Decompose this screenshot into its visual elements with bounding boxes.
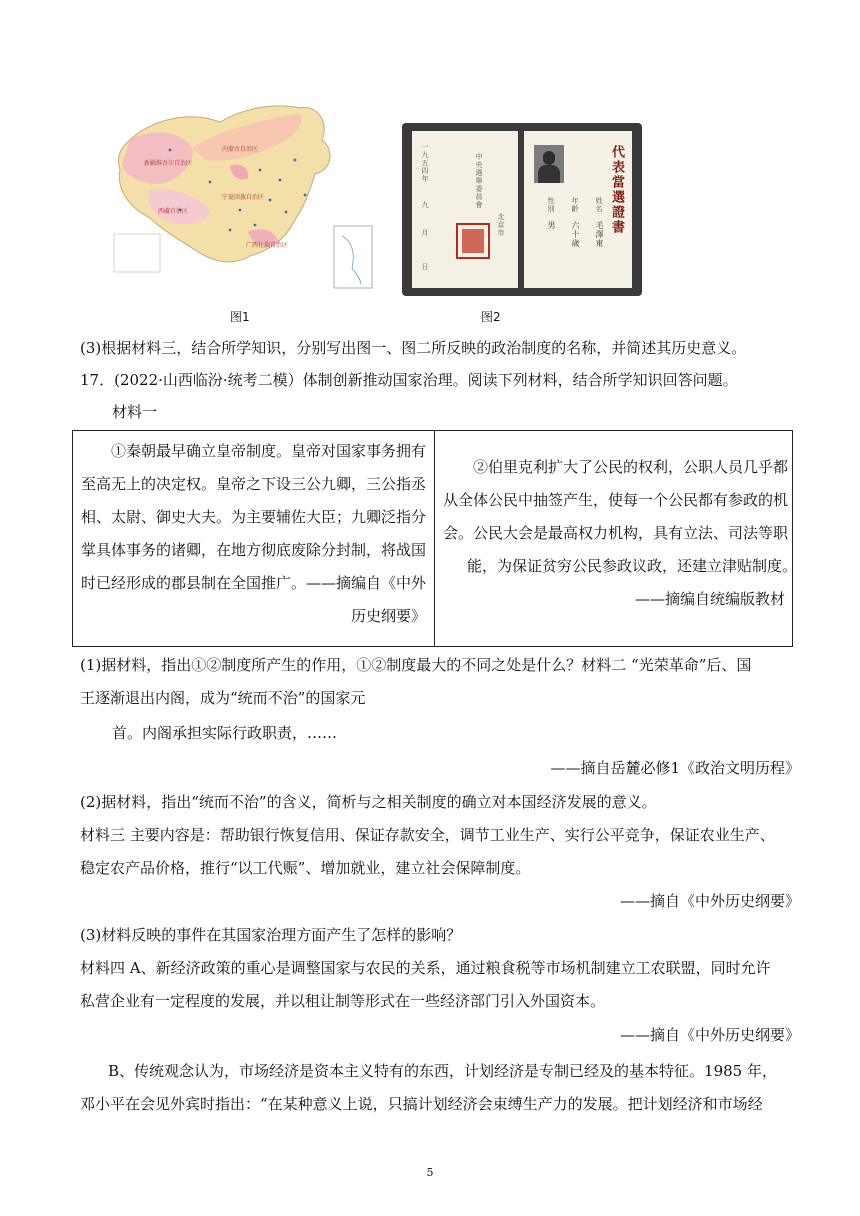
figure2-caption: 图2 [481,310,501,324]
representative-certificate-figure [402,123,642,296]
certificate-gender-value: 男 [547,221,556,230]
question-3-prompt: (3)根据材料三，结合所学知识，分别写出图一、图二所反映的政治制度的名称，并简述其历史意义。 [80,339,747,357]
certificate-district-text: 北京市 [497,213,505,237]
table-column-divider [434,431,435,646]
portrait-photo [534,145,564,183]
material-2-text: 王逐渐退出内阁，成为“统而不治”的国家元 [80,689,366,707]
certificate-day-unit: 日 [421,263,429,271]
table-cell-athens-line: 能，为保证贫穷公民参政议政，还建立津贴制度。 [467,557,798,575]
question-3b-prompt: (3)材料反映的事件在其国家治理方面产生了怎样的影响？ [80,926,462,944]
certificate-age-value: 六十歲 [571,221,580,248]
map-label-xizang: 西藏自治区 [158,208,189,215]
certificate-age-label: 年齡 [571,197,579,213]
question-1-prompt: (1)据材料，指出①②制度所产生的作用，①②制度最大的不同之处是什么？材料二 “光荣革命”后、国 [80,656,752,674]
map-label-neimenggu: 内蒙古自治区 [222,146,259,153]
material-3-text-continued: 稳定农产品价格，推行“以工代赈”、增加就业，建立社会保障制度。 [80,859,531,877]
question-2-prompt: (2)据材料，指出“统而不治”的含义，简析与之相关制度的确立对本国经济发展的意义。 [80,793,657,811]
map-label-ningxia: 宁夏回族自治区 [222,194,265,201]
material-4a-text-continued: 私营企业有一定程度的发展，并以租让制等形式在一些经济部门引入外国资本。 [80,992,606,1010]
map-label-xinjiang: 新疆维吾尔自治区 [144,160,193,167]
table-cell-athens [443,451,798,616]
figure1-caption: 图1 [230,310,250,324]
table-cell-qin-line: 掌具体事务的诸卿，在地方彻底废除分封制，将战国 [81,541,427,559]
certificate-issuer-text: 中央選舉委員會 [475,153,483,209]
table-cell-qin-line: ①秦朝最早确立皇帝制度。皇帝对国家事务拥有 [111,442,427,460]
table-cell-qin-line: 时已经形成的郡县制在全国推广。——摘编自《中外 [81,574,427,592]
table-cell-athens-line: ——摘编自统编版教材 [634,590,785,608]
red-seal-stamp [456,223,490,259]
certificate-name-value: 毛澤東 [595,221,604,248]
material-2-source: ——摘自岳麓必修1《政治文明历程》 [550,759,800,777]
certificate-date-text: 一九五四年 [421,143,429,183]
map-label-guangxi: 广西壮族自治区 [246,242,289,249]
material-4a-source: ——摘自《中外历史纲要》 [619,1026,800,1044]
material-1-label: 材料一 [112,403,158,421]
certificate-left-page [412,131,518,288]
certificate-title: 代表當選證書 [609,145,624,235]
certificate-month-text: 九 [421,201,429,209]
material-2-text-continued: 首。内阁承担实际行政职责，…… [112,724,338,742]
certificate-month-unit: 月 [421,229,429,237]
table-cell-athens-line: ②伯里克利扩大了公民的权利，公职人员几乎都 [473,458,789,476]
table-cell-qin-line: 相、太尉、御史大夫。为主要辅佐大臣；九卿泛指分 [81,508,427,526]
material-4b-text: B、传统观念认为，市场经济是资本主义特有的东西，计划经济是专制已经及的基本特征。1985 年， [108,1062,777,1080]
material-4a-text: 材料四 A、新经济政策的重心是调整国家与农民的关系，通过粮食税等市场机制建立工农联盟，同时允许 [80,959,771,977]
certificate-gender-label: 性別 [547,197,555,213]
certificate-name-label: 姓名 [595,197,603,213]
question-17-heading: 17．(2022·山西临汾·统考二模）体制创新推动国家治理。阅读下列材料，结合所学知识回答问题。 [80,371,738,389]
table-cell-athens-line: 从全体公民中抽签产生，使每一个公民都有参政的机 [443,491,789,509]
table-cell-athens-line: 会。公民大会是最高权力机构，具有立法、司法等职 [443,524,789,542]
page-number: 5 [426,1166,434,1179]
material-1-table [72,430,798,647]
table-cell-qin-line: 历史纲要》 [350,607,426,625]
material-4b-text-continued: 邓小平在会见外宾时指出：“在某种意义上说，只搞计划经济会束缚生产力的发展。把计划经济和市场经 [80,1095,763,1113]
table-cell-qin [81,435,426,633]
table-cell-qin-line: 至高无上的决定权。皇帝之下设三公九卿，三公指丞 [81,475,427,493]
certificate-right-page [524,131,632,288]
china-map-figure [110,100,376,296]
material-3-source: ——摘自《中外历史纲要》 [619,892,800,910]
material-3-text: 材料三 主要内容是：帮助银行恢复信用、保证存款安全，调节工业生产、实行公平竞争，保证农业生产、 [80,826,775,844]
